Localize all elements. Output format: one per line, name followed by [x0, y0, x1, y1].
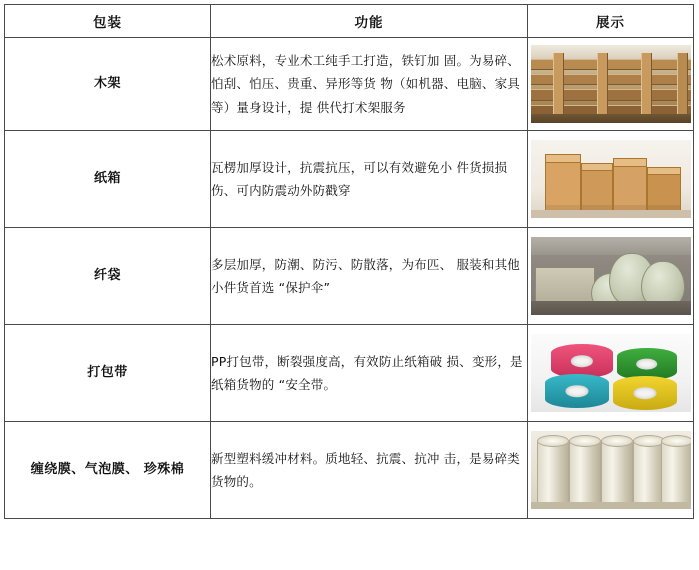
package-name-woven-bag: 纤袋: [5, 228, 211, 325]
stretch-film-photo: [531, 431, 691, 509]
display-cell-strapping: [528, 325, 694, 422]
display-cell-film: [528, 422, 694, 519]
function-text-wooden-crate: 松术原料，专业术工纯手工打造，铁钉加 固。为易碎、怕刮、怕压、贵重、异形等货 物（如机器、电脑、家具等）量身设计，提 供代打术架服务: [211, 38, 528, 131]
packaging-table: [4, 4, 694, 519]
column-header-function: 功能: [211, 5, 528, 38]
column-header-display: 展示: [528, 5, 694, 38]
function-text-film: 新型塑料缓冲材料。质地轻、抗震、抗冲 击，是易碎类货物的。: [211, 422, 528, 519]
function-text-woven-bag: 多层加厚，防潮、防污、防散落，为布匹、 服装和其他小件货首选 “保护伞”: [211, 228, 528, 325]
table-row: [5, 325, 694, 422]
package-name-wooden-crate: 木架: [5, 38, 211, 131]
column-header-package: 包装: [5, 5, 211, 38]
display-cell-carton: [528, 131, 694, 228]
woven-bag-photo: [531, 237, 691, 315]
table-row: [5, 131, 694, 228]
display-cell-wooden-crate: [528, 38, 694, 131]
table-header-row: [5, 5, 694, 38]
function-text-carton: 瓦楞加厚设计，抗震抗压，可以有效避免小 件货损损伤、可内防震动外防戳穿: [211, 131, 528, 228]
package-name-film: 缠绕膜、气泡膜、 珍殊棉: [5, 422, 211, 519]
function-text-strapping: PP打包带，断裂强度高，有效防止纸箱破 损、变形，是纸箱货物的 “安全带。: [211, 325, 528, 422]
display-cell-woven-bag: [528, 228, 694, 325]
table-row: [5, 228, 694, 325]
carton-box-photo: [531, 140, 691, 218]
wooden-crate-photo: [531, 45, 691, 123]
table-row: [5, 422, 694, 519]
package-name-carton: 纸箱: [5, 131, 211, 228]
package-name-strapping: 打包带: [5, 325, 211, 422]
strapping-roll-photo: [531, 334, 691, 412]
table-row: [5, 38, 694, 131]
